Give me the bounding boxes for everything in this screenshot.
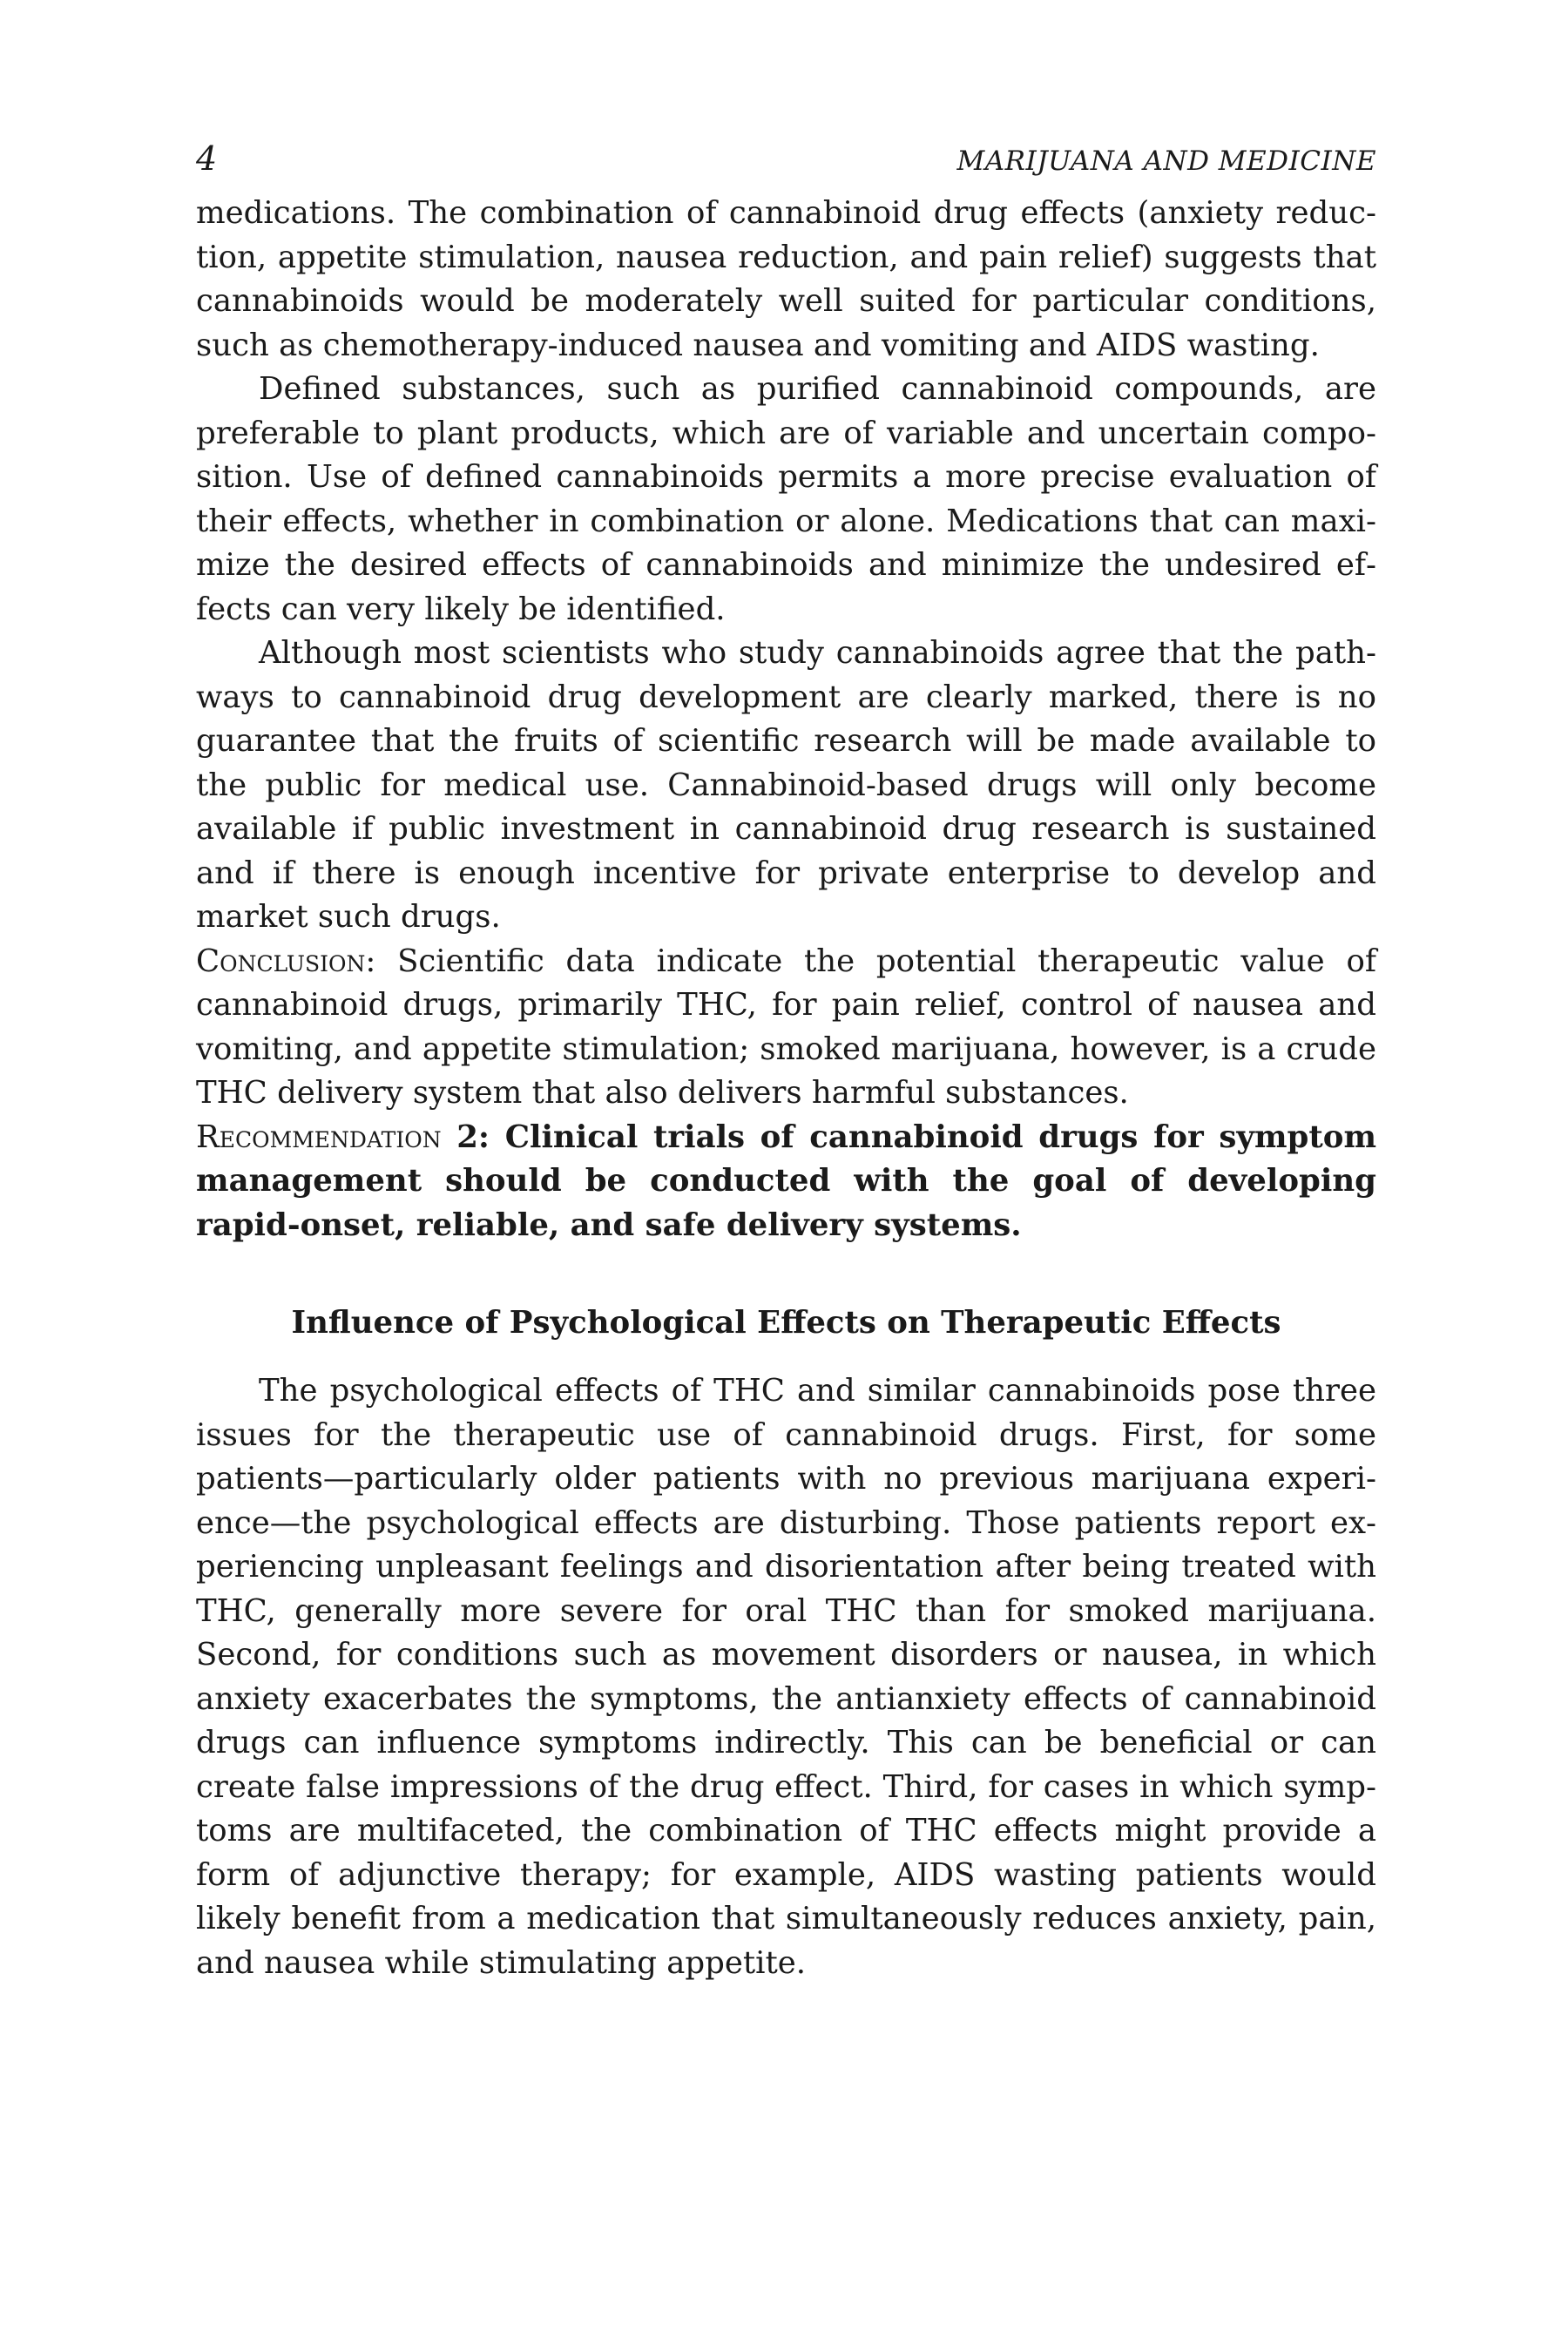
conclusion-text: Scientific data indicate the potential therapeutic value of cannabinoid drugs, primarily THC, for pain relief, control of nausea and vomiting, and appetite stimulation; smoked marijuana, however, is a crude THC delivery system that also delivers harmful substances. <box>196 943 1376 1111</box>
recommendation-label: Recommendation <box>196 1119 442 1155</box>
running-title: MARIJUANA AND MEDICINE <box>956 145 1376 177</box>
conclusion-block <box>196 940 1376 1116</box>
paragraph-drug-development: Although most scientists who study cannabinoids agree that the pathways to cannabinoid drug development are clearly marked, there is no guarantee that the fruits of scientific research will be made available to the public for medical use. Cannabinoid-based drugs will only become available if public investment in cannabinoid drug research is sustained and if there is enough incentive for private enterprise to develop and market such drugs. <box>196 635 1376 935</box>
recommendation-block <box>196 1116 1376 1248</box>
recommendation-number: 2: <box>456 1119 490 1155</box>
section-heading: Influence of Psychological Effects on Therapeutic Effects <box>291 1305 1281 1341</box>
running-head <box>196 139 1376 192</box>
body-text <box>196 192 1376 1985</box>
conclusion-label: Conclusion: <box>196 943 376 979</box>
recommendation-text: Clinical trials of cannabinoid drugs for symptom management should be conducted with the goal of developing rapid-onset, reliable, and safe delivery systems. <box>196 1119 1377 1243</box>
paragraph-defined-substances: Defined substances, such as purified cannabinoid compounds, are preferable to plant products, which are of variable and uncertain composition. Use of defined cannabinoids permits a more precise evaluation of their effects, whether in combination or alone. Medications that can maximize the desired effects of cannabinoids and minimize the undesired effects can very likely be identified. <box>196 371 1376 627</box>
page-number: 4 <box>196 139 218 178</box>
book-page <box>196 139 1376 2265</box>
paragraph-psychological-effects: The psychological effects of THC and similar cannabinoids pose three issues for the therapeutic use of cannabinoid drugs. First, for some patients—particularly older patients with no previous marijuana experience—the psychological effects are disturbing. Those patients report experiencing unpleasant feelings and disorientation after being treated with THC, generally more severe for oral THC than for smoked marijuana. Second, for conditions such as movement disorders or nausea, in which anxiety exacerbates the symptoms, the antianxiety effects of cannabinoid drugs can influence symptoms indirectly. This can be beneficial or can create false impressions of the drug effect. Third, for cases in which symptoms are multifaceted, the combination of THC effects might provide a form of adjunctive therapy; for example, AIDS wasting patients would likely benefit from a medication that simultaneously reduces anxiety, pain, and nausea while stimulating appetite. <box>196 1373 1376 1981</box>
paragraph-continued: medications. The combination of cannabinoid drug effects (anxiety reduction, appetite stimulation, nausea reduction, and pain relief) suggests that cannabinoids would be moderately well suited for particular conditions, such as chemotherapy-induced nausea and vomiting and AIDS wasting. <box>196 195 1376 363</box>
